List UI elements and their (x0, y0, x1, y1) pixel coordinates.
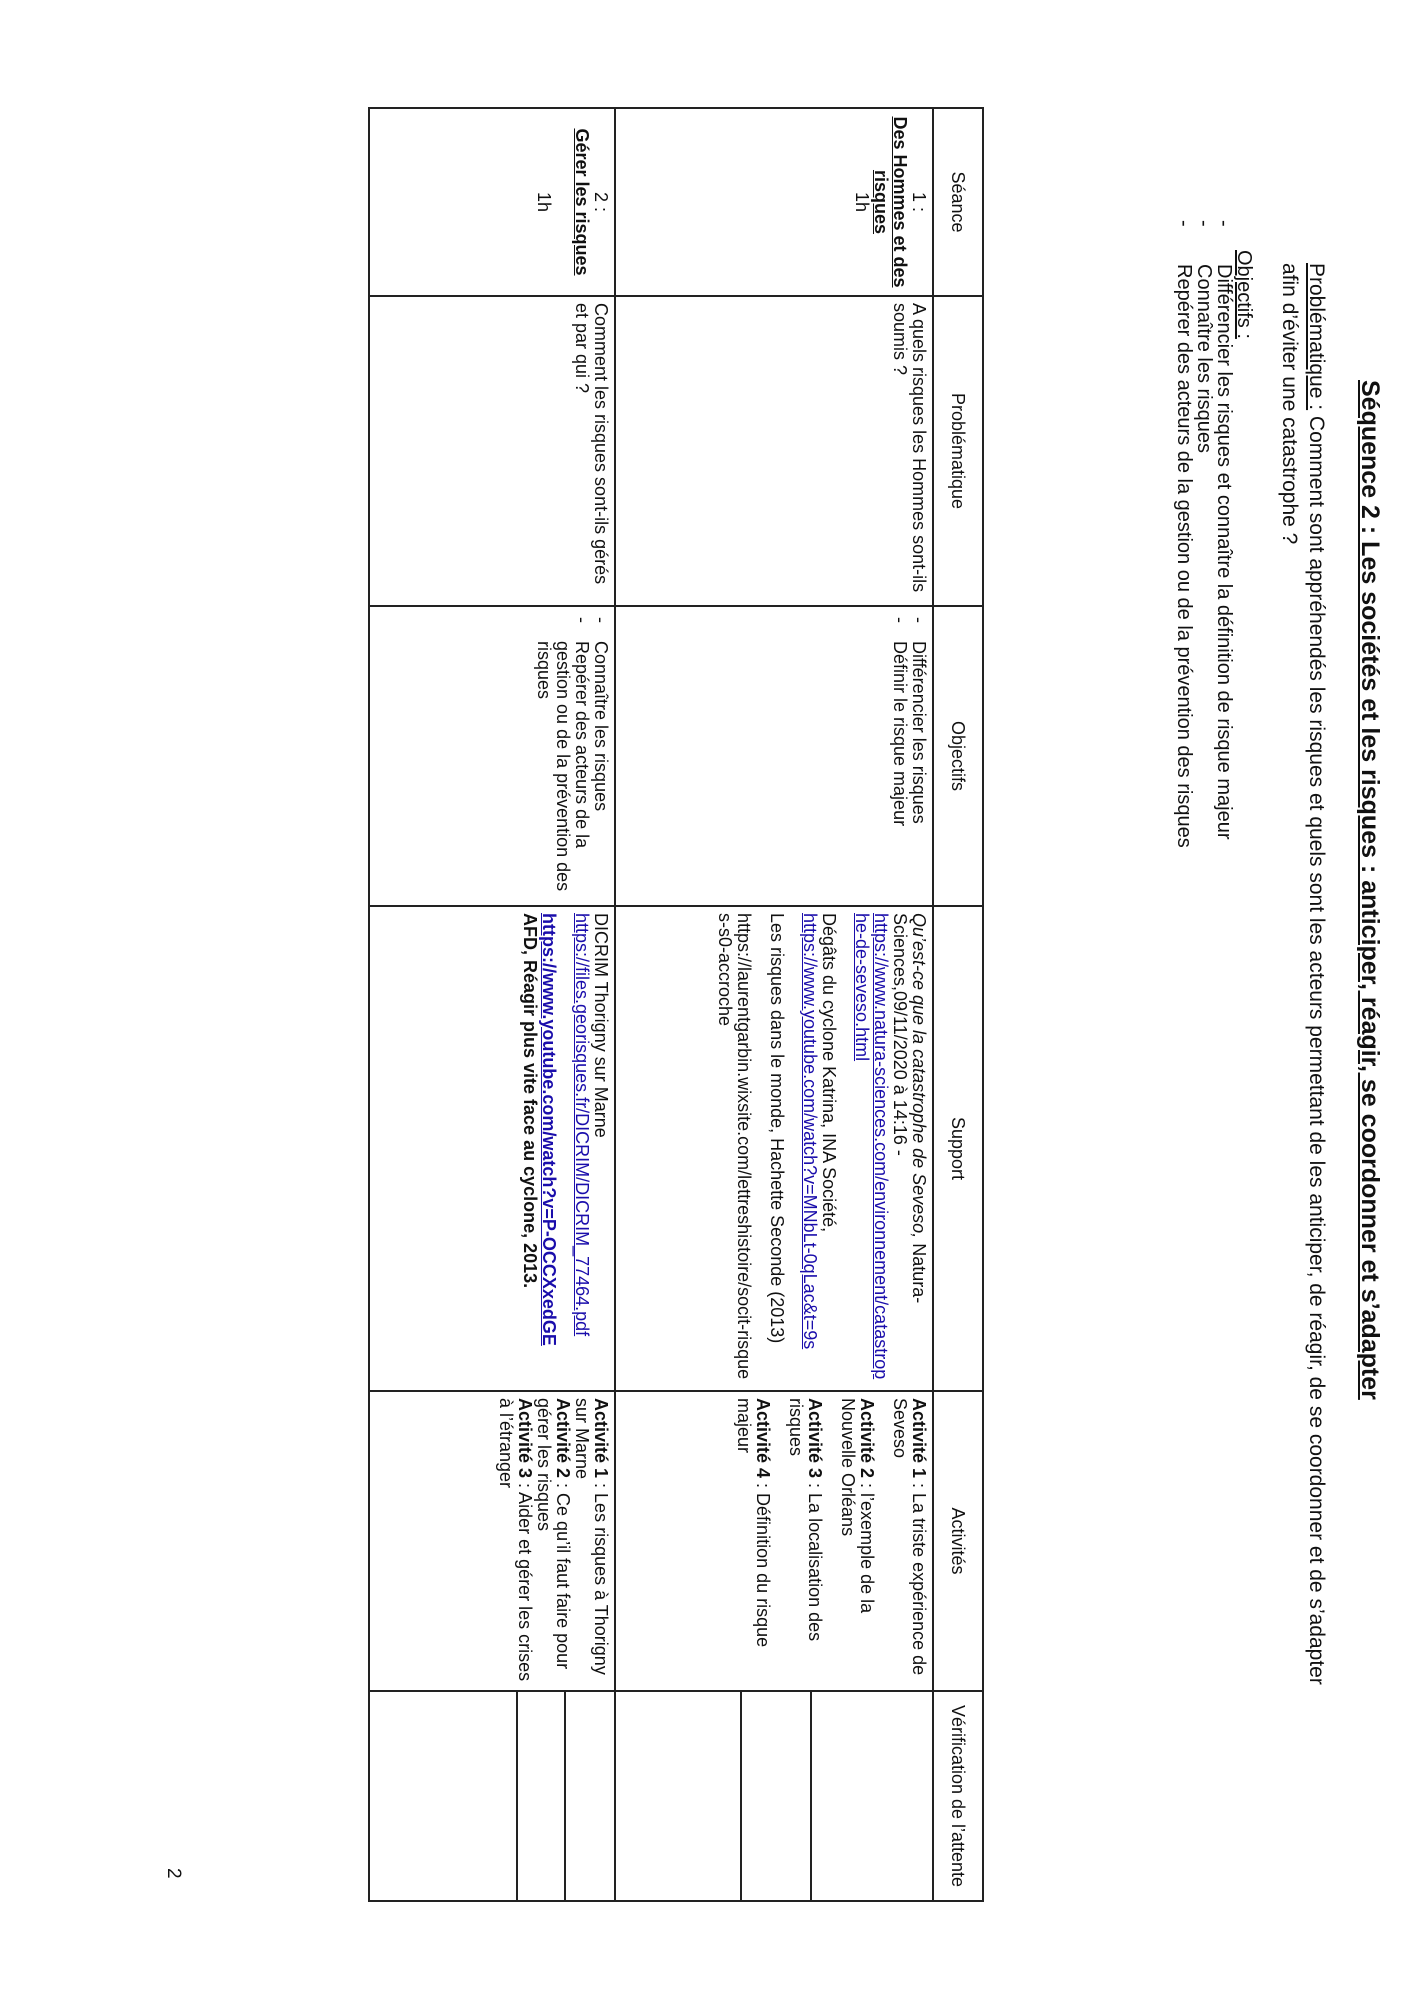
activity-text: : La localisation des risques (786, 1398, 825, 1642)
table-header-row (933, 108, 983, 1901)
activity-item (786, 1398, 824, 1684)
objectives-list (1174, 192, 1234, 1592)
objectif-item: - Repérer des acteurs de la gestion ou de la prévention des risques (534, 613, 591, 899)
activity-label: Activité 2 (857, 1398, 877, 1479)
activites-cell (369, 1391, 615, 1691)
sequence-table (368, 107, 984, 1902)
activity-item (496, 1398, 534, 1684)
problematique-label: Problématique : (1305, 263, 1328, 411)
objectives-label: Objectifs : (1233, 250, 1255, 339)
sequence-problematique (1276, 263, 1330, 1718)
support-item (800, 913, 838, 1384)
header-objectifs: Objectifs (933, 606, 983, 906)
support-text: Natura-Sciences,09/11/2020 à 14:16 - (890, 913, 929, 1304)
activity-label: Activité 4 (753, 1398, 773, 1479)
problematique-cell: A quels risques les Hommes sont-ils soumis ? (615, 296, 933, 606)
header-seance: Séance (933, 108, 983, 296)
support-title: Qu’est-ce que la catastrophe de Seveso, (909, 913, 929, 1239)
seance-duration: 1h (534, 191, 554, 213)
verification-divider (810, 1692, 812, 1900)
support-text: AFD, Réagir plus vite face au cyclone, 2013. (520, 913, 540, 1289)
header-support: Support (933, 906, 983, 1391)
problematique-cell: Comment les risques sont-ils gérés et par qui ? (369, 296, 615, 606)
activity-label: Activité 1 (909, 1398, 929, 1479)
seance-cell (615, 108, 933, 296)
support-cell (369, 906, 615, 1391)
verification-divider (516, 1692, 518, 1900)
activity-label: Activité 2 (553, 1398, 573, 1479)
activity-item (734, 1398, 772, 1684)
support-link[interactable]: https://www.youtube.com/watch?v=MNbLt-0qLac&t=9s (800, 913, 820, 1350)
header-activites: Activités (933, 1391, 983, 1691)
support-item (852, 913, 928, 1384)
activity-item (890, 1398, 928, 1684)
objectifs-cell (615, 606, 933, 906)
sequence-objectives (1174, 192, 1254, 1592)
seance-number: 2 : (591, 191, 611, 212)
support-url-text: https://laurentgarbin.wixsite.com/lettreshistoire/socit-risques-s0-accroche (715, 913, 754, 1380)
support-item (520, 913, 558, 1384)
seance-name: Gérer les risques (572, 128, 592, 276)
support-cell (615, 906, 933, 1391)
activity-item (534, 1398, 572, 1684)
support-text: DICRIM Thorigny sur Marne (591, 913, 611, 1138)
activity-label: Activité 1 (591, 1398, 611, 1479)
verification-grid (370, 1692, 614, 1900)
objectif-item: - Connaître les risques (591, 613, 610, 899)
support-item (572, 913, 610, 1384)
activity-label: Activité 3 (515, 1398, 535, 1479)
activites-cell (615, 1391, 933, 1691)
activity-item (838, 1398, 876, 1684)
activity-text: : l’exemple de la Nouvelle Orléans (838, 1398, 877, 1614)
seance-cell (369, 108, 615, 296)
support-link[interactable]: https://files.georisques.fr/DICRIM/DICRIM_77464.pdf (572, 913, 592, 1337)
verification-grid (616, 1692, 932, 1900)
header-problematique: Problématique (933, 296, 983, 606)
objectifs-cell (369, 606, 615, 906)
activity-item (572, 1398, 610, 1684)
objectif-item: - Différencier les risques (909, 613, 928, 899)
support-item: Les risques dans le monde, Hachette Seconde (2013) (767, 913, 787, 1344)
verification-divider (740, 1692, 742, 1900)
activity-label: Activité 3 (805, 1398, 825, 1479)
verification-divider (564, 1692, 566, 1900)
objective-item: - Connaître les risques (1194, 192, 1214, 1592)
activity-text: : Les risques à Thorigny sur Marne (572, 1398, 611, 1675)
table-row (369, 108, 615, 1901)
objective-item: - Différencier les risques et connaître la définition de risque majeur (1214, 192, 1234, 1592)
problematique-text: Comment sont appréhendés les risques et quels sont les acteurs permettant de les anticiper, de réagir, de se coordonner et de s’adapter afin d’éviter une catastrophe ? (1278, 263, 1328, 1685)
header-verification: Vérification de l’attente (933, 1691, 983, 1901)
objective-item: - Repérer des acteurs de la gestion ou de la prévention des risques (1174, 192, 1194, 1592)
seance-number: 1 : (909, 191, 929, 212)
verification-cell (615, 1691, 933, 1901)
support-link[interactable]: https://www.youtube.com/watch?v=P-OCCXxedGE (539, 913, 559, 1346)
sequence-title: Séquence 2 : Les sociétés et les risques : anticiper, réagir, se coordonner et s’adapter (1356, 380, 1384, 1400)
activity-text: : Ce qu’il faut faire pour gérer les risques (534, 1398, 573, 1670)
activity-text: : Aider et gérer les crises à l’étranger (496, 1398, 535, 1682)
objectif-item: - Définir le risque majeur (890, 613, 909, 899)
verification-cell (369, 1691, 615, 1901)
support-text: Dégâts du cyclone Katrina, INA Société, (819, 913, 839, 1233)
activity-text: : La triste expérience de Seveso (890, 1398, 929, 1676)
objectifs-list (890, 613, 928, 899)
seance-duration: 1h (852, 191, 872, 213)
table-row (615, 108, 933, 1901)
objectifs-list (534, 613, 610, 899)
activity-text: : Définition du risque majeur (734, 1398, 773, 1648)
support-link[interactable]: https://www.natura-sciences.com/environnement/catastrophe-de-seveso.html (852, 913, 891, 1380)
seance-name: Des Hommes et des risques (871, 116, 910, 288)
page-number: 2 (163, 1868, 184, 1879)
